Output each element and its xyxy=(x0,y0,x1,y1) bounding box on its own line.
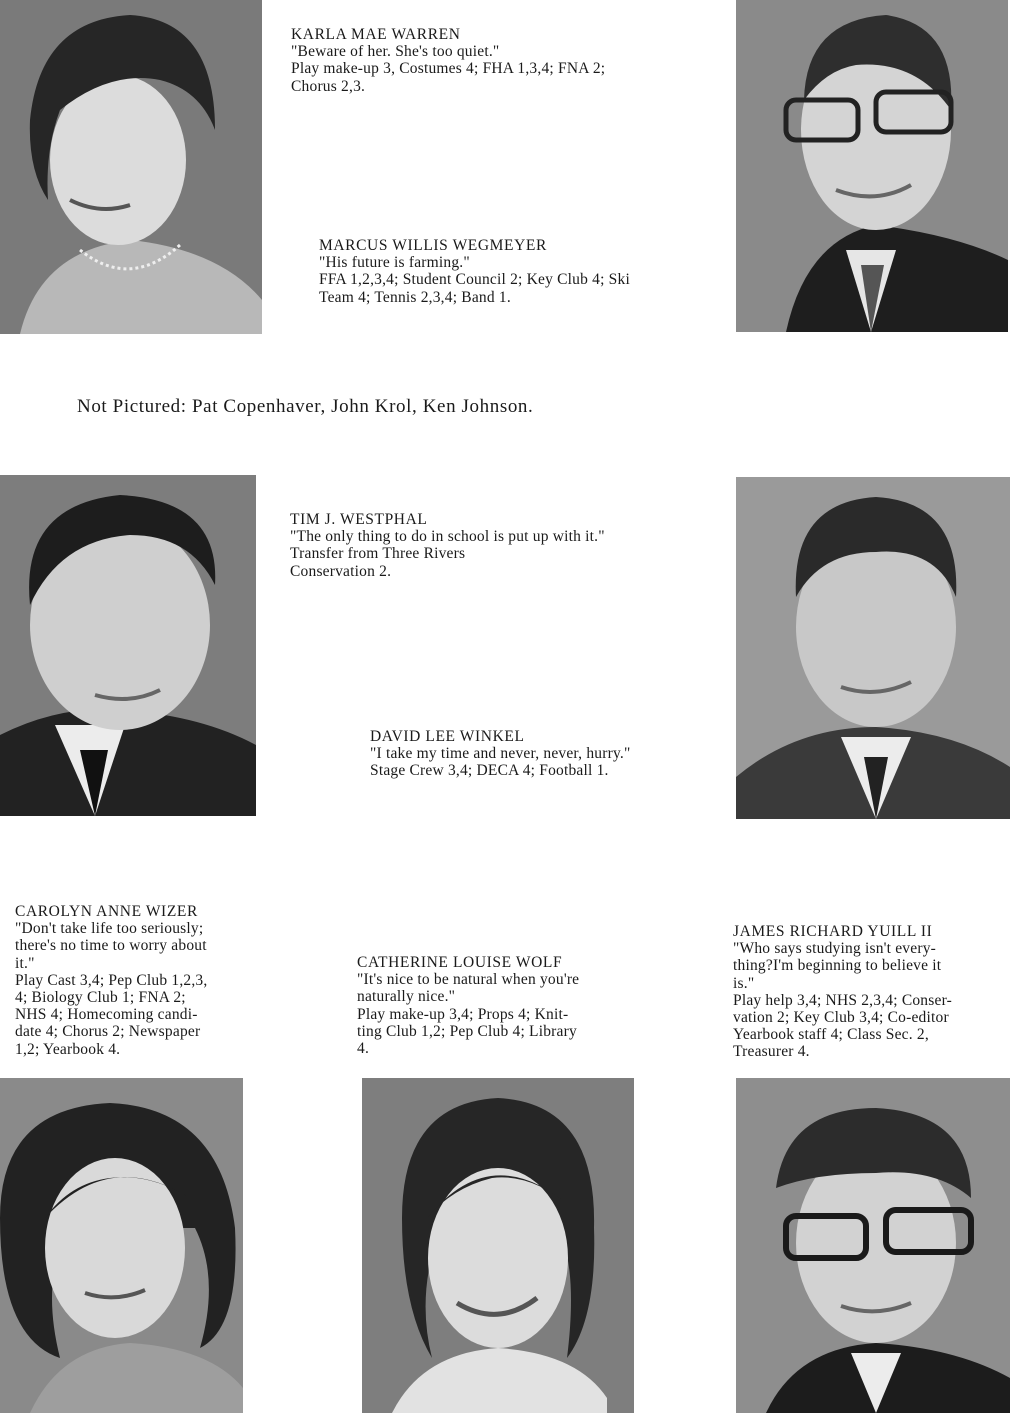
student-activities: FFA 1,2,3,4; Student Council 2; Key Club 4; Ski Team 4; Tennis 2,3,4; Band 1. xyxy=(319,271,630,306)
student-quote: "It's nice to be natural when you're naturally nice." xyxy=(357,971,580,1006)
student-activities: Transfer from Three Rivers Conservation 2. xyxy=(290,545,466,580)
student-activities: Play Cast 3,4; Pep Club 1,2,3, 4; Biology Club 1; FNA 2; NHS 4; Homecoming candi- date 4; Chorus 2; Newspaper 1,2; Yearbook 4. xyxy=(15,971,208,1058)
student-name: CATHERINE LOUISE WOLF xyxy=(357,954,563,971)
student-name: JAMES RICHARD YUILL II xyxy=(733,923,933,940)
student-quote: "Beware of her. She's too quiet." xyxy=(291,43,500,61)
student-activities: Stage Crew 3,4; DECA 4; Football 1. xyxy=(370,762,609,780)
bio-carolyn-anne-wizer xyxy=(15,903,207,1058)
portrait-catherine-louise-wolf xyxy=(362,1078,634,1413)
bio-karla-mae-warren xyxy=(291,26,605,95)
student-quote: "The only thing to do in school is put up with it." xyxy=(290,528,605,546)
portrait-james-richard-yuill-ii xyxy=(736,1078,1010,1413)
student-activities: Play make-up 3, Costumes 4; FHA 1,3,4; FNA 2; Chorus 2,3. xyxy=(291,60,606,95)
portrait-karla-mae-warren xyxy=(0,0,262,334)
bio-james-richard-yuill-ii xyxy=(733,923,952,1061)
student-activities: Play help 3,4; NHS 2,3,4; Conser- vation 2; Key Club 3,4; Co-editor Yearbook staff 4; Class Sec. 2, Treasurer 4. xyxy=(733,991,952,1061)
bio-david-lee-winkel xyxy=(370,728,630,780)
student-quote: "Don't take life too seriously; there's no time to worry about it." xyxy=(15,920,207,972)
student-name: KARLA MAE WARREN xyxy=(291,26,461,43)
portrait-carolyn-anne-wizer xyxy=(0,1078,243,1413)
bio-tim-j-westphal xyxy=(290,511,605,580)
student-quote: "I take my time and never, never, hurry." xyxy=(370,745,631,763)
portrait-tim-j-westphal xyxy=(0,475,256,816)
student-quote: "Who says studying isn't every- thing?I'm beginning to believe it is." xyxy=(733,940,942,992)
student-activities: Play make-up 3,4; Props 4; Knit- ting Club 1,2; Pep Club 4; Library 4. xyxy=(357,1005,577,1058)
student-name: DAVID LEE WINKEL xyxy=(370,728,525,745)
not-pictured-note: Not Pictured: Pat Copenhaver, John Krol, Ken Johnson. xyxy=(77,396,534,417)
bio-catherine-louise-wolf xyxy=(357,954,579,1057)
student-name: TIM J. WESTPHAL xyxy=(290,511,428,528)
portrait-marcus-willis-wegmeyer xyxy=(736,0,1008,332)
bio-marcus-willis-wegmeyer xyxy=(319,237,630,306)
portrait-david-lee-winkel xyxy=(736,477,1010,819)
student-name: CAROLYN ANNE WIZER xyxy=(15,903,198,920)
student-quote: "His future is farming." xyxy=(319,254,470,272)
student-name: MARCUS WILLIS WEGMEYER xyxy=(319,237,547,254)
